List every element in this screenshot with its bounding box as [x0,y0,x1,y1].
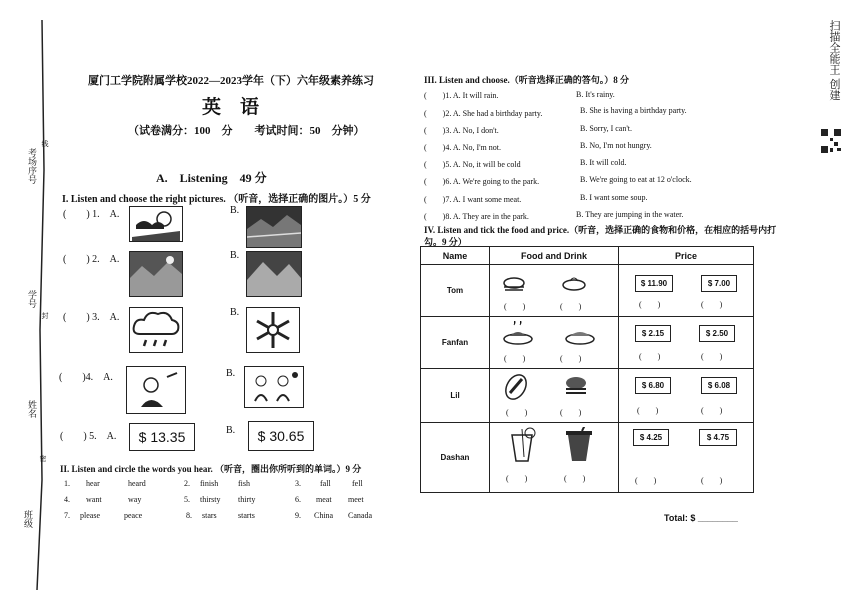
children-playing-picture [244,366,304,408]
price-cell [619,265,754,317]
word: hear [86,479,100,488]
word: heard [128,479,146,488]
price-choice-1[interactable]: ( ) [635,476,657,485]
word: thirsty [200,495,221,504]
price-tag-2: $ 2.50 [699,325,735,342]
q5-b-label: B. [226,425,236,436]
p3-q4: ( )4. A. No, I'm not. [424,143,501,152]
word-num: 3. [295,479,301,488]
section-a-title: A. Listening 49 分 [156,171,267,185]
q1-b-label: B. [230,205,240,216]
word-num: 1. [64,479,70,488]
price-choice-2[interactable]: ( ) [701,352,723,361]
word: China [314,511,334,520]
scanner-watermark: 扫描全能王 创建 [828,20,841,101]
price-choice-1[interactable]: ( ) [639,352,661,361]
p3-q6: ( )6. A. We're going to the park. [424,177,540,186]
p3-b1: B. It's rainy. [576,90,615,99]
price-option-b: $ 30.65 [248,421,314,451]
food-choice-1[interactable]: ( ) [504,354,526,363]
scenery-picture [129,251,183,297]
food-choice-1[interactable]: ( ) [506,474,528,483]
food-cell [490,423,619,493]
table-row [421,369,754,423]
price-choice-1[interactable]: ( ) [639,300,661,309]
seat-number-label: 考场序号 [27,148,37,184]
part3-title: III. Listen and choose.（听音选择正确的答句。）8 分 [424,75,630,85]
food-choice-2[interactable]: ( ) [560,302,582,311]
row-name: Lil [421,369,490,423]
q2-b-label: B. [230,250,240,261]
student-id-label: 学号 [27,290,37,308]
food-choice-2[interactable]: ( ) [560,408,582,417]
class-label: 班级 [23,510,33,528]
price-tag-1: $ 4.25 [633,429,669,446]
word: starts [238,511,255,520]
header-name: Name [421,247,490,265]
name-label: 姓名 [27,400,37,418]
p3-q2: ( )2. A. She had a birthday party. [424,109,543,118]
word: fell [352,479,363,488]
word-num: 9. [295,511,301,520]
q3-label: ( ) 3. A. [63,312,120,323]
secret-mark: 密 [39,455,47,462]
food-choice-1[interactable]: ( ) [506,408,528,417]
school-title: 厦门工学院附属学校2022—2023学年（下）六年级素养练习 [88,75,374,87]
word: way [128,495,142,504]
word: peace [124,511,143,520]
food-choice-2[interactable]: ( ) [560,354,582,363]
landscape-picture [246,206,302,248]
p3-b4: B. No, I'm not hungry. [580,141,652,150]
word: want [86,495,102,504]
p3-b8: B. They are jumping in the water. [576,210,684,219]
boy-playing-picture [126,366,186,414]
p3-q7: ( )7. A. I want some meat. [424,195,522,204]
exam-info: （试卷满分：100 分 考试时间：50 分钟） [128,125,365,137]
price-choice-2[interactable]: ( ) [701,300,723,309]
drink-cup-icons [506,427,616,465]
price-tag-2: $ 6.08 [701,377,737,394]
price-tag-1: $ 2.15 [635,325,671,342]
p3-q3: ( )3. A. No, I don't. [424,126,499,135]
food-cell [490,317,619,369]
table-header-row [421,247,754,265]
hamburger-and-chicken-icons [500,271,610,299]
p3-b2: B. She is having a birthday party. [580,106,687,115]
qr-code-icon [820,128,842,154]
word-num: 4. [64,495,70,504]
hotdog-and-burger-icons [504,373,614,403]
header-price: Price [619,247,754,265]
word: fish [238,479,250,488]
price-cell [619,369,754,423]
price-tag-2: $ 4.75 [699,429,737,446]
snowflake-picture [246,307,300,353]
price-cell [619,423,754,493]
q4-label: ( )4. A. [59,372,113,383]
food-choice-1[interactable]: ( ) [504,302,526,311]
word: meet [348,495,364,504]
table-row [421,317,754,369]
price-choice-2[interactable]: ( ) [701,406,723,415]
p3-q1: ( )1. A. It will rain. [424,91,499,100]
part4-title: IV. Listen and tick the food and price.（听音，选择正确的食物和价格，在相应的括号内打 [424,225,777,235]
food-choice-2[interactable]: ( ) [564,474,586,483]
word-num: 5. [184,495,190,504]
word-num: 7. [64,511,70,520]
word: thirty [238,495,256,504]
price-choice-1[interactable]: ( ) [637,406,659,415]
seal-mark: 封 [41,312,49,319]
q5-label: ( ) 5. A. [60,431,117,442]
subject-title: 英 语 [202,97,260,118]
word: fall [320,479,331,488]
p3-b7: B. I want some soup. [580,193,648,202]
q1-label: ( ) 1. A. [63,209,120,220]
row-name: Dashan [421,423,490,493]
fish-dish-icons [500,321,610,349]
row-name: Tom [421,265,490,317]
part1-title: I. Listen and choose the right pictures. （听音，选择正确的图片。）5 分 [62,194,371,205]
p3-b6: B. We're going to eat at 12 o'clock. [580,175,692,184]
p3-q5: ( )5. A. No, it will be cold [424,160,521,169]
q4-b-label: B. [226,368,236,379]
word: stars [202,511,217,520]
p3-q8: ( )8. A. They are in the park. [424,212,529,221]
rain-cloud-picture [129,307,183,353]
q2-label: ( ) 2. A. [63,254,120,265]
total-field[interactable]: Total: $ ________ [664,513,738,523]
p3-b3: B. Sorry, I can't. [580,124,633,133]
word-num: 2. [184,479,190,488]
price-choice-2[interactable]: ( ) [701,476,723,485]
part4-title-cont: 勾。9 分） [424,237,467,247]
word: please [80,511,100,520]
part2-title: II. Listen and circle the words you hear. （听音，圈出你所听到的单词。）9 分 [60,464,362,474]
word-num: 8. [186,511,192,520]
table-row [421,265,754,317]
header-food: Food and Drink [490,247,619,265]
word: Canada [348,511,372,520]
row-name: Fanfan [421,317,490,369]
p3-b5: B. It will cold. [580,158,627,167]
price-tag-2: $ 7.00 [701,275,737,292]
price-tag-1: $ 6.80 [635,377,671,394]
food-cell [490,369,619,423]
food-price-table [420,246,754,493]
price-tag-1: $ 11.90 [635,275,673,292]
price-cell [619,317,754,369]
food-cell [490,265,619,317]
mountain-picture [246,251,302,297]
word: meat [316,495,332,504]
price-option-a: $ 13.35 [129,423,195,451]
table-row [421,423,754,493]
rainy-weather-picture [129,206,183,242]
word: finish [200,479,219,488]
word-num: 6. [295,495,301,504]
q3-b-label: B. [230,307,240,318]
line-mark: 线 [41,140,49,147]
